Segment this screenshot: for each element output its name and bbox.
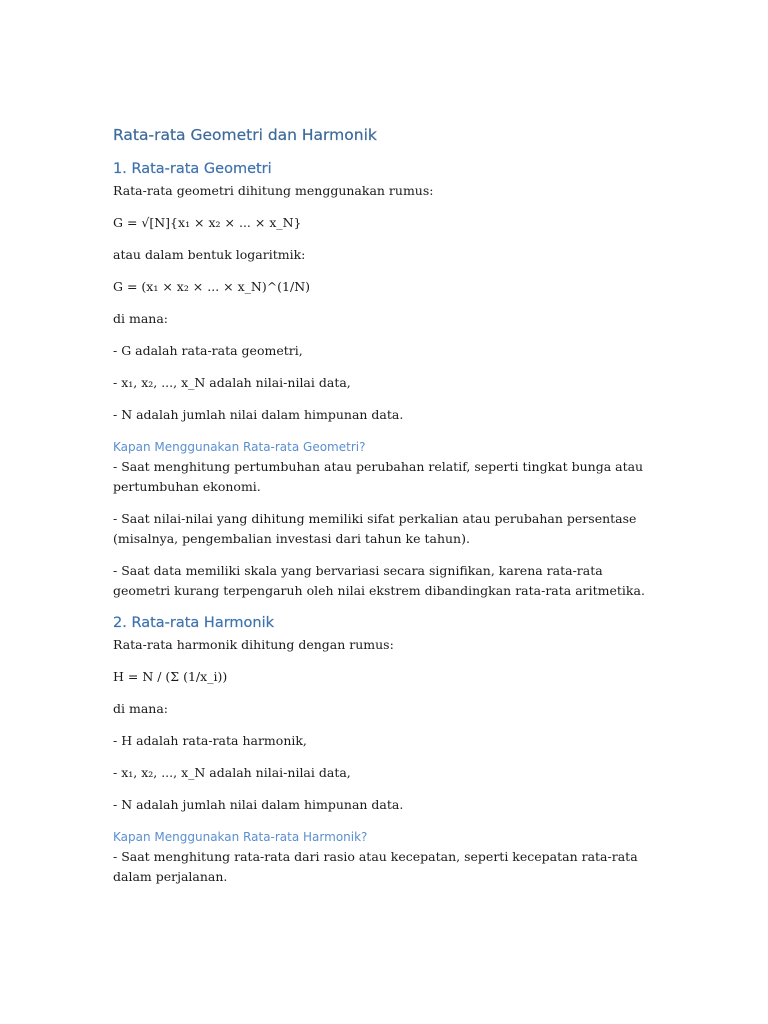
harmonic-where: di mana: (113, 701, 168, 716)
section-heading-geometric: 1. Rata-rata Geometri (113, 161, 272, 177)
document-page (113, 124, 653, 899)
geometric-def-item: - N adalah jumlah nilai dalam himpunan data. (113, 407, 404, 422)
geometric-alt-intro: atau dalam bentuk logaritmik: (113, 247, 306, 262)
harmonic-def-item: - x₁, x₂, ..., x_N adalah nilai-nilai data, (113, 765, 351, 780)
harmonic-when-item: - Saat menghitung rata-rata dari rasio atau kecepatan, seperti kecepatan rata-rata dalam perjalanan. (113, 849, 638, 884)
geometric-def-item: - G adalah rata-rata geometri, (113, 343, 303, 358)
document-title: Rata-rata Geometri dan Harmonik (113, 126, 377, 144)
geometric-when-item: - Saat menghitung pertumbuhan atau perubahan relatif, seperti tingkat bunga atau pertumbuhan ekonomi. (113, 459, 644, 494)
subheading-when-geometric: Kapan Menggunakan Rata-rata Geometri? (113, 440, 366, 454)
harmonic-formula: H = N / (Σ (1/x_i)) (113, 669, 228, 684)
geometric-intro: Rata-rata geometri dihitung menggunakan rumus: (113, 183, 434, 198)
section-geometric-mean (113, 159, 653, 601)
geometric-where: di mana: (113, 311, 168, 326)
geometric-def-item: - x₁, x₂, ..., x_N adalah nilai-nilai data, (113, 375, 351, 390)
section-harmonic-mean (113, 613, 653, 887)
geometric-when-item: - Saat nilai-nilai yang dihitung memiliki sifat perkalian atau perubahan persentase (misalnya, pengembalian investasi dari tahun ke tahun). (113, 511, 637, 546)
subheading-when-harmonic: Kapan Menggunakan Rata-rata Harmonik? (113, 830, 368, 844)
geometric-when-item: - Saat data memiliki skala yang bervariasi secara signifikan, karena rata-rata geometri kurang terpengaruh oleh nilai ekstrem dibandingkan rata-rata aritmetika. (113, 563, 645, 598)
harmonic-intro: Rata-rata harmonik dihitung dengan rumus: (113, 637, 394, 652)
geometric-alt-formula: G = (x₁ × x₂ × ... × x_N)^(1/N) (113, 279, 311, 294)
geometric-formula: G = √[N]{x₁ × x₂ × ... × x_N} (113, 215, 302, 230)
harmonic-def-item: - H adalah rata-rata harmonik, (113, 733, 307, 748)
section-heading-harmonic: 2. Rata-rata Harmonik (113, 615, 275, 631)
harmonic-def-item: - N adalah jumlah nilai dalam himpunan data. (113, 797, 404, 812)
